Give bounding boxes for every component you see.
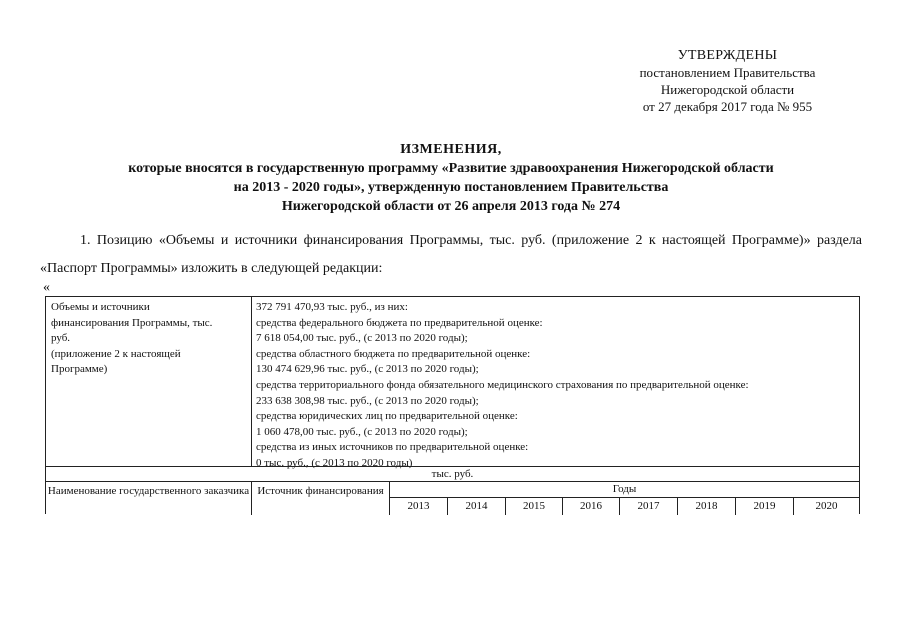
row-label-line: руб. bbox=[51, 332, 71, 345]
year-header-2016: 2016 bbox=[562, 497, 619, 515]
financing-line: средства территориального фонда обязательного медицинского страхования по предварительной оценке: bbox=[256, 378, 749, 391]
financing-details-cell bbox=[252, 297, 859, 469]
financing-line: 0 тыс. руб., (с 2013 по 2020 годы) bbox=[256, 456, 413, 469]
row-label-cell bbox=[46, 297, 252, 466]
financing-line: 1 060 478,00 тыс. руб., (с 2013 по 2020 годы); bbox=[256, 425, 468, 438]
financing-line: 130 474 629,96 тыс. руб., (с 2013 по 2020 годы); bbox=[256, 363, 479, 376]
opening-quote: « bbox=[43, 280, 50, 295]
document-title bbox=[40, 140, 862, 216]
financing-line: средства федерального бюджета по предварительной оценке: bbox=[256, 316, 543, 329]
year-header-2014: 2014 bbox=[447, 497, 505, 515]
year-header-2019: 2019 bbox=[735, 497, 793, 515]
year-header-2015: 2015 bbox=[505, 497, 562, 515]
financing-line: средства областного бюджета по предварительной оценке: bbox=[256, 347, 531, 360]
row-label-line: (приложение 2 к настоящей bbox=[51, 347, 181, 360]
financing-line: 372 791 470,93 тыс. руб., из них: bbox=[256, 301, 408, 313]
units-label: тыс. руб. bbox=[431, 468, 474, 480]
title-line-3: Нижегородской области от 26 апреля 2013 года № 274 bbox=[281, 199, 621, 214]
title-line-1: которые вносятся в государственную программу «Развитие здравоохранения Нижегородской области bbox=[128, 161, 774, 176]
year-header-2018: 2018 bbox=[677, 497, 735, 515]
approval-heading: УТВЕРЖДЕНЫ bbox=[677, 48, 778, 63]
approval-line-1: постановлением Правительства bbox=[639, 65, 816, 80]
body-paragraph bbox=[40, 227, 862, 283]
financing-line: средства юридических лиц по предварительной оценке: bbox=[256, 410, 518, 423]
paragraph-text: 1. Позицию «Объемы и источники финансирования Программы, тыс. руб. (приложение 2 к настоящей Программе)» раздела «Паспорт Программы» изложить в следующей редакции: bbox=[40, 233, 862, 276]
approval-line-2: Нижегородской области bbox=[660, 82, 795, 97]
year-header-2013: 2013 bbox=[390, 497, 447, 515]
year-header-2020: 2020 bbox=[793, 497, 859, 515]
financing-line: 233 638 308,98 тыс. руб., (с 2013 по 2020 годы); bbox=[256, 394, 479, 407]
source-column-header: Источник финансирования bbox=[252, 482, 390, 515]
years-column-header: Годы bbox=[612, 483, 637, 495]
row-label-line: Программе) bbox=[51, 363, 108, 376]
title-line-2: на 2013 - 2020 годы», утвержденную постановлением Правительства bbox=[233, 180, 669, 195]
title-heading: ИЗМЕНЕНИЯ, bbox=[400, 142, 502, 157]
approval-line-3: от 27 декабря 2017 года № 955 bbox=[642, 99, 813, 114]
row-label-line: Объемы и источники bbox=[51, 301, 150, 313]
customer-column-header: Наименование государственного заказчика bbox=[46, 482, 252, 515]
financing-line: средства из иных источников по предварительной оценке: bbox=[256, 441, 529, 454]
financing-line: 7 618 054,00 тыс. руб., (с 2013 по 2020 годы); bbox=[256, 332, 468, 345]
year-header-2017: 2017 bbox=[619, 497, 677, 515]
row-label-line: финансирования Программы, тыс. bbox=[51, 316, 213, 329]
financing-table bbox=[45, 296, 860, 514]
approval-stamp bbox=[600, 47, 855, 115]
